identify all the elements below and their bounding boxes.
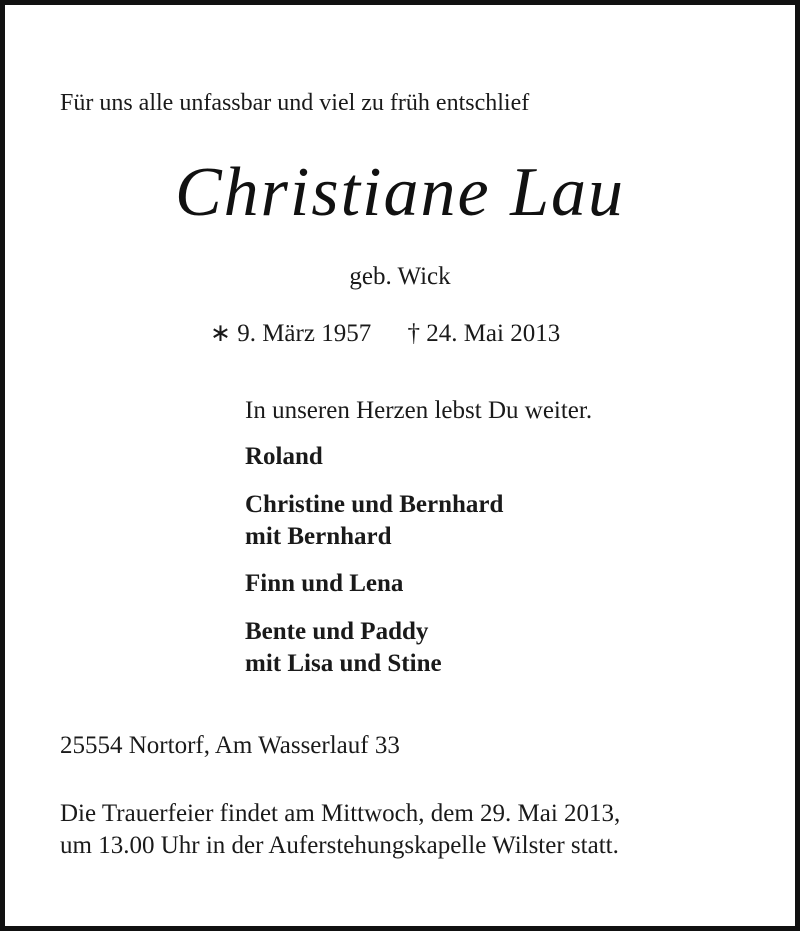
service-line: Die Trauerfeier findet am Mittwoch, dem 29. Mai 2013, [60, 800, 621, 827]
address-text: 25554 Nortorf, Am Wasserlauf 33 [60, 732, 400, 759]
death-date: † 24. Mai 2013 [407, 320, 561, 347]
funeral-service-text [60, 798, 620, 862]
mourner-line: mit Lisa und Stine [245, 650, 442, 677]
mourner-entry [245, 568, 403, 600]
deceased-name: Christiane Lau [174, 154, 626, 231]
mourner-line: Finn und Lena [245, 570, 404, 597]
mourner-line: Christine und Bernhard [245, 491, 504, 518]
mourner-line: mit Bernhard [245, 523, 392, 550]
mourner-entry [245, 616, 442, 680]
maiden-name: geb. Wick [349, 263, 451, 290]
life-dates [210, 318, 560, 348]
service-line: um 13.00 Uhr in der Auferstehungskapelle Wilster statt. [60, 832, 619, 859]
birth-date: ∗ 9. März 1957 [210, 320, 372, 347]
mourner-entry [245, 489, 503, 553]
mourner-line: Bente und Paddy [245, 618, 429, 645]
mourner-entry [245, 441, 323, 473]
intro-text: Für uns alle unfassbar und viel zu früh entschlief [60, 90, 530, 116]
mourner-line: Roland [245, 443, 323, 470]
motto-text: In unseren Herzen lebst Du weiter. [245, 397, 593, 424]
